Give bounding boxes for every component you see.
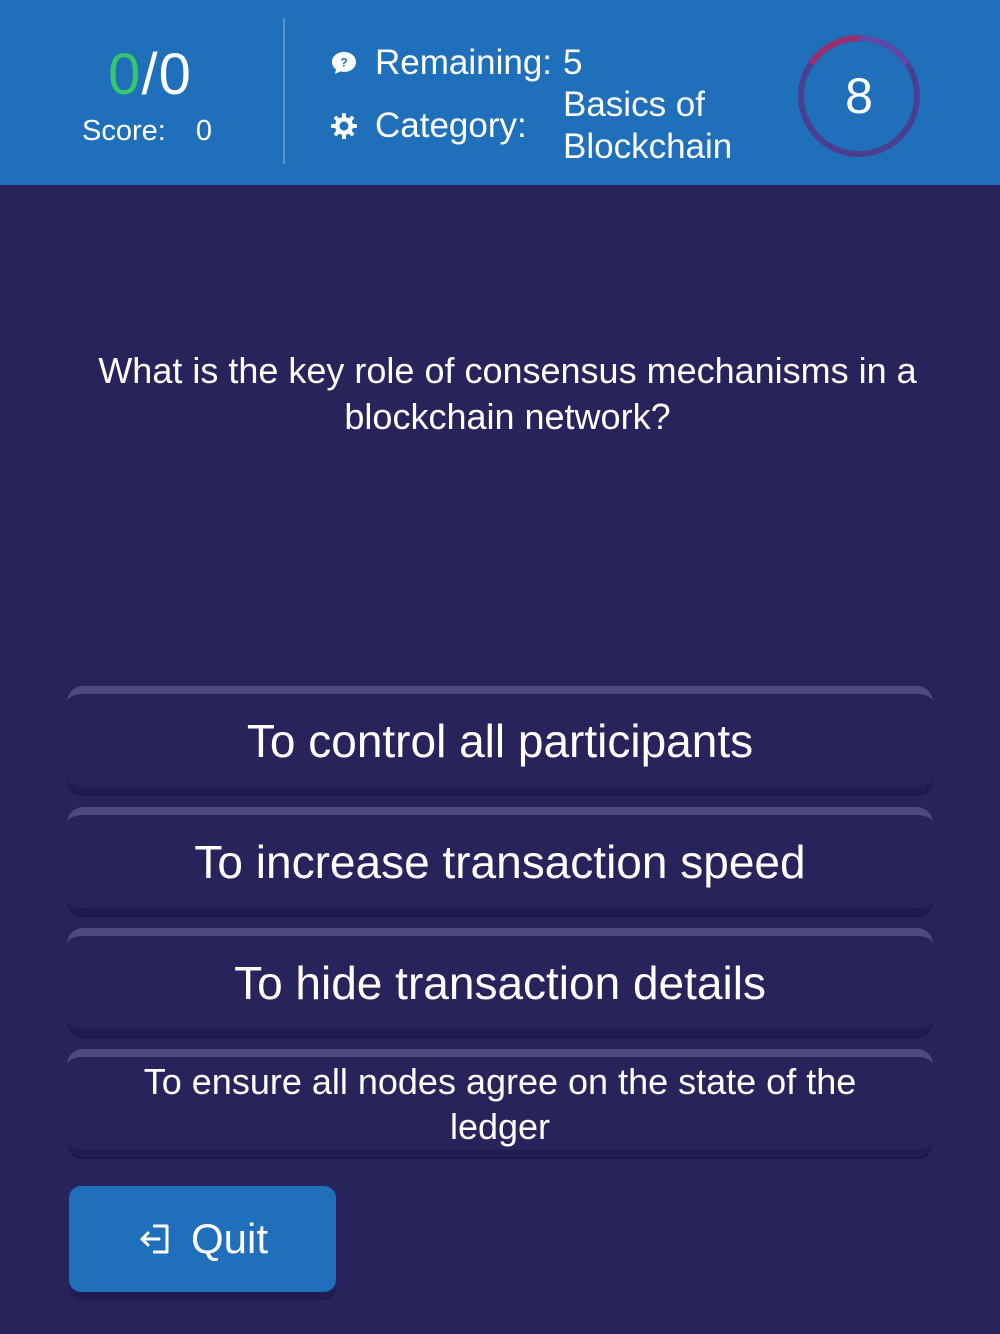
question-text: What is the key role of consensus mechanisms in a blockchain network? (98, 350, 917, 437)
score-total-count: 0 (158, 42, 192, 107)
header-divider (283, 18, 285, 164)
quit-button[interactable] (69, 1186, 336, 1292)
answer-option-label: To hide transaction details (234, 956, 766, 1009)
answer-option-4[interactable] (67, 1049, 933, 1157)
remaining-value: 5 (563, 43, 583, 82)
score-panel (0, 0, 285, 185)
score-separator: / (141, 42, 159, 107)
category-label: Category: (375, 106, 527, 145)
answer-option-label: To control all participants (246, 714, 754, 767)
timer-value: 8 (845, 68, 873, 124)
answer-option-1[interactable] (67, 686, 933, 794)
countdown-timer (797, 34, 921, 158)
score-value: 0 (195, 115, 212, 147)
answer-option-2[interactable] (67, 807, 933, 915)
answer-list (67, 686, 933, 1170)
gear-icon (330, 112, 358, 140)
quit-label: Quit (190, 1215, 269, 1262)
score-ratio (0, 40, 300, 110)
exit-icon (137, 1220, 175, 1258)
remaining-row (330, 42, 552, 84)
remaining-label: Remaining: (375, 43, 553, 82)
question-bubble-icon (330, 49, 358, 77)
score-line (82, 112, 212, 150)
category-row (330, 105, 527, 147)
svg-text:?: ? (340, 55, 348, 70)
score-label: Score: (82, 115, 166, 147)
quiz-header (0, 0, 1000, 185)
score-correct-count: 0 (108, 42, 142, 107)
answer-option-3[interactable] (67, 928, 933, 1036)
answer-option-label: To increase transaction speed (194, 835, 806, 888)
category-value: Basics of Blockchain (563, 85, 733, 166)
answer-option-label: To ensure all nodes agree on the state of the ledger (143, 1060, 857, 1147)
